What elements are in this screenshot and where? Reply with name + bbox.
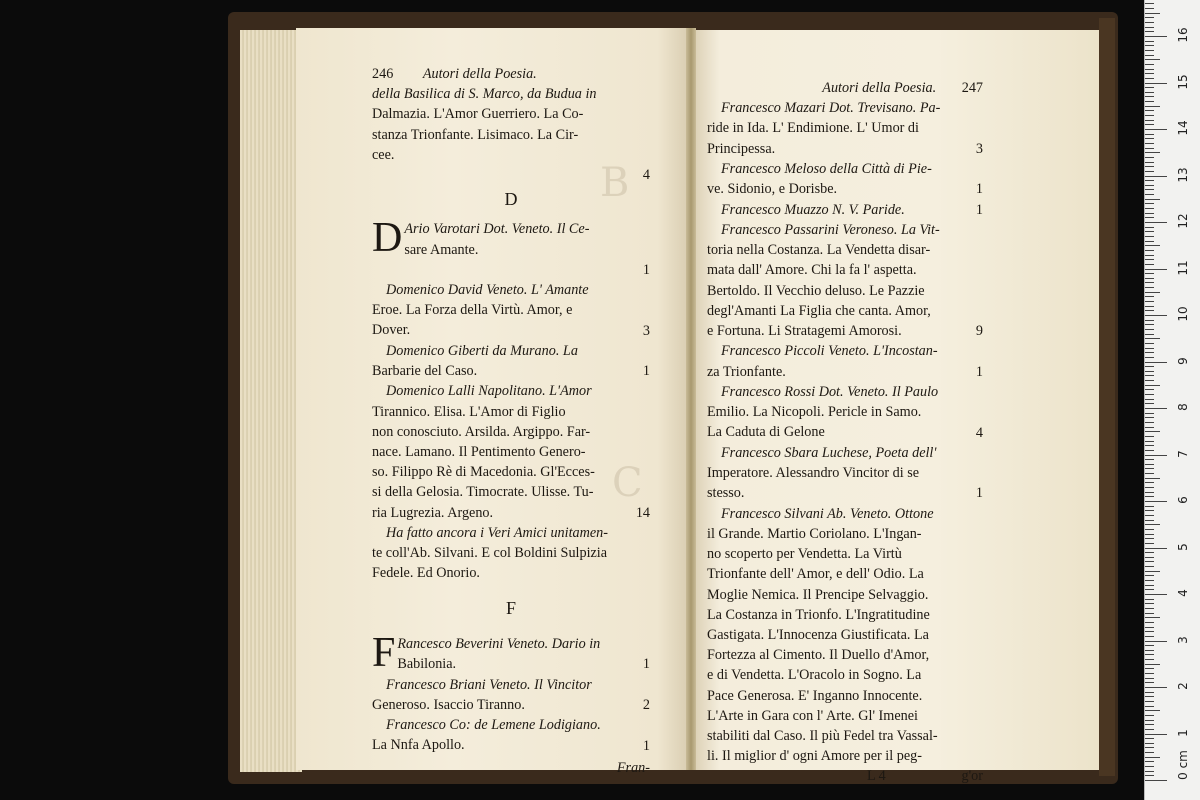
entry bbox=[707, 382, 983, 443]
ruler-tick bbox=[1145, 524, 1160, 525]
text-line: Moglie Nemica. Il Prencipe Selvaggio. bbox=[707, 586, 929, 603]
ruler-tick bbox=[1145, 645, 1154, 646]
ruler-tick bbox=[1145, 608, 1154, 609]
book-board-right bbox=[1099, 18, 1115, 776]
ruler-tick bbox=[1145, 87, 1154, 88]
entry bbox=[707, 504, 983, 767]
page-footer bbox=[707, 766, 983, 786]
ruler-tick bbox=[1145, 668, 1154, 669]
ruler-label: 2 bbox=[1176, 682, 1190, 690]
text-line: so. Filippo Rè di Macedonia. Gl'Ecces- bbox=[372, 464, 595, 481]
entry bbox=[707, 159, 983, 200]
text-line: L'Arte in Gara con l' Arte. Gl' Imenei bbox=[707, 707, 918, 724]
ruler-tick bbox=[1145, 31, 1154, 32]
ruler-tick bbox=[1145, 408, 1167, 409]
ruler-label: 11 bbox=[1176, 259, 1190, 276]
ruler-label: 15 bbox=[1176, 73, 1190, 90]
ruler-tick bbox=[1145, 134, 1154, 135]
ruler-tick bbox=[1145, 199, 1160, 200]
text-line: Domenico David Veneto. L' Amante bbox=[386, 282, 589, 299]
ruler-tick bbox=[1145, 115, 1154, 116]
right-entries bbox=[707, 98, 983, 766]
entry-count: 2 bbox=[642, 696, 650, 713]
ruler-tick bbox=[1145, 41, 1154, 42]
text-line: Dalmazia. L'Amor Guerriero. La Co- bbox=[372, 106, 584, 123]
entry bbox=[707, 341, 983, 382]
ruler-tick bbox=[1145, 338, 1160, 339]
text-line: Eroe. La Forza della Virtù. Amor, e bbox=[372, 302, 573, 319]
ruler-tick bbox=[1145, 171, 1154, 172]
entry-count: 4 bbox=[975, 424, 983, 441]
text-line: La Caduta di Gelone bbox=[707, 424, 825, 441]
text-line: Francesco Meloso della Città di Pie- bbox=[721, 161, 932, 178]
ruler-tick bbox=[1145, 738, 1154, 739]
ruler-tick bbox=[1145, 631, 1154, 632]
ruler-tick bbox=[1145, 92, 1154, 93]
ruler-tick bbox=[1145, 231, 1154, 232]
ruler-tick bbox=[1145, 371, 1154, 372]
ruler-tick bbox=[1145, 417, 1154, 418]
ruler-tick bbox=[1145, 752, 1154, 753]
ruler-tick bbox=[1145, 348, 1154, 349]
ruler-tick bbox=[1145, 96, 1154, 97]
entry-count: 3 bbox=[642, 322, 650, 339]
show-through: C bbox=[612, 460, 643, 506]
ruler-tick bbox=[1145, 213, 1154, 214]
ruler-tick bbox=[1145, 506, 1154, 507]
ruler-tick bbox=[1145, 385, 1160, 386]
text-line: Pace Generosa. E' Inganno Innocente. bbox=[707, 687, 923, 704]
ruler-tick bbox=[1145, 436, 1154, 437]
ruler-tick bbox=[1145, 36, 1167, 37]
ruler-tick bbox=[1145, 366, 1154, 367]
ruler-tick bbox=[1145, 548, 1167, 549]
ruler-tick bbox=[1145, 450, 1154, 451]
ruler-tick bbox=[1145, 375, 1154, 376]
ruler-tick bbox=[1145, 64, 1154, 65]
ruler-tick bbox=[1145, 664, 1160, 665]
text-line: Tirannico. Elisa. L'Amor di Figlio bbox=[372, 403, 566, 420]
ruler-tick bbox=[1145, 59, 1160, 60]
ruler-tick bbox=[1145, 120, 1154, 121]
ruler-tick bbox=[1145, 138, 1154, 139]
entry bbox=[707, 220, 983, 341]
ruler-tick bbox=[1145, 129, 1167, 130]
entry-count: 1 bbox=[975, 485, 983, 502]
entry bbox=[372, 280, 650, 341]
text-line: no scoperto per Vendetta. La Virtù bbox=[707, 546, 902, 563]
ruler-tick bbox=[1145, 352, 1154, 353]
text-line: Barbarie del Caso. bbox=[372, 363, 478, 380]
ruler-tick bbox=[1145, 217, 1154, 218]
ruler-tick bbox=[1145, 552, 1154, 553]
text-line: si della Gelosia. Timocrate. Ulisse. Tu- bbox=[372, 484, 594, 501]
ruler-tick bbox=[1145, 427, 1154, 428]
ruler-label: 8 bbox=[1176, 403, 1190, 411]
right-page-text bbox=[707, 78, 983, 786]
text-line: Babilonia. bbox=[397, 656, 457, 673]
ruler-tick bbox=[1145, 654, 1154, 655]
entry bbox=[372, 523, 650, 584]
text-line: nace. Lamano. Il Pentimento Genero- bbox=[372, 444, 586, 461]
section-heading-d: D bbox=[504, 189, 518, 210]
ruler-tick bbox=[1145, 729, 1154, 730]
right-head-title: Autori della Poesia. bbox=[822, 80, 937, 96]
ruler-tick bbox=[1145, 50, 1154, 51]
ruler-tick bbox=[1145, 101, 1154, 102]
text-line: Dover. bbox=[372, 322, 411, 339]
entry-count: 1 bbox=[642, 656, 650, 673]
ruler-tick bbox=[1145, 627, 1154, 628]
ruler-tick bbox=[1145, 203, 1154, 204]
ruler-tick bbox=[1145, 492, 1154, 493]
ruler-tick bbox=[1145, 617, 1160, 618]
ruler-label: 6 bbox=[1176, 496, 1190, 504]
left-page-number: 246 bbox=[372, 66, 394, 82]
ruler-tick bbox=[1145, 13, 1160, 14]
ruler-tick bbox=[1145, 189, 1154, 190]
ruler-tick bbox=[1145, 678, 1154, 679]
ruler-tick bbox=[1145, 69, 1154, 70]
text-line: Gastigata. L'Innocenza Giustificata. La bbox=[707, 626, 929, 643]
text-line: sare Amante. bbox=[404, 241, 479, 258]
text-line: La Nnfa Apollo. bbox=[372, 737, 465, 754]
text-line: Francesco Sbara Luchese, Poeta dell' bbox=[721, 444, 937, 461]
text-line: Francesco Passarini Veroneso. La Vit- bbox=[721, 222, 940, 239]
ruler-tick bbox=[1145, 580, 1154, 581]
text-line: Ha fatto ancora i Veri Amici unitamen- bbox=[386, 525, 608, 542]
right-page-number: 247 bbox=[961, 80, 983, 96]
ruler-tick bbox=[1145, 501, 1167, 502]
text-line: ride in Ida. L' Endimione. L' Umor di bbox=[707, 120, 919, 137]
ruler-tick bbox=[1145, 324, 1154, 325]
entry-count: 14 bbox=[635, 504, 650, 521]
entry bbox=[707, 200, 983, 220]
ruler-tick bbox=[1145, 622, 1154, 623]
ruler-tick bbox=[1145, 650, 1154, 651]
ruler-label: 14 bbox=[1176, 120, 1190, 136]
ruler-tick bbox=[1145, 575, 1154, 576]
ruler-tick bbox=[1145, 771, 1154, 772]
entry bbox=[372, 715, 650, 756]
text-line: Domenico Lalli Napolitano. L'Amor bbox=[386, 383, 592, 400]
ruler-tick bbox=[1145, 715, 1154, 716]
ruler-tick bbox=[1145, 529, 1154, 530]
ruler-tick bbox=[1145, 455, 1167, 456]
ruler-tick bbox=[1145, 296, 1154, 297]
ruler-tick bbox=[1145, 343, 1154, 344]
ruler-tick bbox=[1145, 245, 1160, 246]
ruler-tick bbox=[1145, 310, 1154, 311]
text-line: Domenico Giberti da Murano. La bbox=[386, 342, 578, 359]
text-line: Francesco Rossi Dot. Veneto. Il Paulo bbox=[721, 384, 939, 401]
ruler-tick bbox=[1145, 413, 1154, 414]
book-gutter bbox=[686, 28, 696, 770]
ruler-tick bbox=[1145, 510, 1154, 511]
ruler-tick bbox=[1145, 8, 1154, 9]
text-line: Trionfante dell' Amor, e dell' Odio. La bbox=[707, 566, 924, 583]
text-line: Fedele. Ed Onorio. bbox=[372, 565, 480, 582]
ruler-tick bbox=[1145, 250, 1154, 251]
measuring-ruler bbox=[1144, 0, 1200, 800]
ruler-tick bbox=[1145, 701, 1154, 702]
ruler-tick bbox=[1145, 534, 1154, 535]
ruler-tick bbox=[1145, 55, 1154, 56]
text-line: ve. Sidonio, e Dorisbe. bbox=[707, 181, 838, 198]
ruler-tick bbox=[1145, 329, 1154, 330]
text-line: stesso. bbox=[707, 485, 745, 502]
dropcap: F bbox=[372, 633, 396, 675]
ruler-tick bbox=[1145, 766, 1154, 767]
ruler-tick bbox=[1145, 692, 1154, 693]
ruler-tick bbox=[1145, 641, 1167, 642]
ruler-tick bbox=[1145, 27, 1154, 28]
ruler-tick bbox=[1145, 706, 1154, 707]
ruler-label: 4 bbox=[1176, 589, 1190, 597]
ruler-tick bbox=[1145, 334, 1154, 335]
ruler-tick bbox=[1145, 278, 1154, 279]
ruler-tick bbox=[1145, 194, 1154, 195]
page-edges bbox=[240, 30, 302, 772]
text-line: te coll'Ab. Silvani. E col Boldini Sulpizia bbox=[372, 545, 608, 562]
ruler-tick bbox=[1145, 659, 1154, 660]
ruler-tick bbox=[1145, 403, 1154, 404]
ruler-tick bbox=[1145, 45, 1154, 46]
ruler-tick bbox=[1145, 496, 1154, 497]
ruler-tick bbox=[1145, 227, 1154, 228]
ruler-label: 9 bbox=[1176, 356, 1190, 365]
ruler-tick bbox=[1145, 594, 1167, 595]
text-line: ria Lugrezia. Argeno. bbox=[372, 504, 494, 521]
ruler-tick bbox=[1145, 775, 1154, 776]
ruler-label: 5 bbox=[1176, 542, 1190, 551]
ruler-tick bbox=[1145, 152, 1160, 153]
ruler-tick bbox=[1145, 73, 1154, 74]
ruler-tick bbox=[1145, 459, 1154, 460]
text-line: cee. bbox=[372, 146, 395, 163]
ruler-tick bbox=[1145, 394, 1154, 395]
ruler-tick bbox=[1145, 682, 1154, 683]
section-heading-f: F bbox=[505, 597, 516, 618]
entry-count: 9 bbox=[975, 323, 983, 340]
text-line: Francesco Piccoli Veneto. L'Incostan- bbox=[721, 343, 938, 360]
ruler-tick bbox=[1145, 673, 1154, 674]
text-line: della Basilica di S. Marco, da Budua in bbox=[372, 86, 597, 103]
text-line: za Trionfante. bbox=[707, 363, 786, 380]
ruler-tick bbox=[1145, 162, 1154, 163]
ruler-tick bbox=[1145, 180, 1154, 181]
text-line: Francesco Mazari Dot. Trevisano. Pa- bbox=[721, 100, 941, 117]
show-through: B bbox=[600, 160, 630, 206]
text-line: Fortezza al Cimento. Il Duello d'Amor, bbox=[707, 647, 930, 664]
ruler-tick bbox=[1145, 78, 1154, 79]
ruler-tick bbox=[1145, 761, 1154, 762]
ruler-tick bbox=[1145, 83, 1167, 84]
text-line: Emilio. La Nicopoli. Pericle in Samo. bbox=[707, 404, 922, 421]
left-page-text bbox=[372, 64, 650, 778]
ruler-tick bbox=[1145, 743, 1154, 744]
ruler-tick bbox=[1145, 264, 1154, 265]
ruler-tick bbox=[1145, 362, 1167, 363]
entry bbox=[372, 219, 650, 280]
ruler-tick bbox=[1145, 613, 1154, 614]
text-line: Generoso. Isaccio Tiranno. bbox=[372, 696, 525, 713]
ruler-label: 3 bbox=[1176, 635, 1190, 644]
text-line: Francesco Co: de Lemene Lodigiano. bbox=[386, 717, 601, 734]
ruler-tick bbox=[1145, 566, 1154, 567]
text-line: e di Vendetta. L'Oracolo in Sogno. La bbox=[707, 667, 922, 684]
ruler-tick bbox=[1145, 185, 1154, 186]
entry-count: 4 bbox=[642, 167, 650, 184]
text-line: stabiliti dal Caso. Il più Fedel tra Vassal- bbox=[707, 727, 938, 744]
ruler-tick bbox=[1145, 468, 1154, 469]
ruler-tick bbox=[1145, 306, 1154, 307]
ruler-tick bbox=[1145, 734, 1167, 735]
ruler-tick bbox=[1145, 636, 1154, 637]
ruler-label: 7 bbox=[1176, 449, 1190, 458]
ruler-tick bbox=[1145, 515, 1154, 516]
ruler-tick bbox=[1145, 724, 1154, 725]
ruler-tick bbox=[1145, 157, 1154, 158]
entry-count: 1 bbox=[975, 201, 983, 218]
text-line: La Costanza in Trionfo. L'Ingratitudine bbox=[707, 606, 930, 623]
text-line: li. Il miglior d' ogni Amore per il peg- bbox=[707, 748, 922, 765]
ruler-tick bbox=[1145, 287, 1154, 288]
ruler-tick bbox=[1145, 431, 1160, 432]
ruler-tick bbox=[1145, 269, 1167, 270]
entry bbox=[372, 675, 650, 716]
ruler-tick bbox=[1145, 557, 1154, 558]
ruler-tick bbox=[1145, 124, 1154, 125]
ruler-tick bbox=[1145, 357, 1154, 358]
ruler-tick bbox=[1145, 399, 1154, 400]
ruler-tick bbox=[1145, 148, 1154, 149]
left-running-head bbox=[372, 64, 650, 84]
ruler-tick bbox=[1145, 482, 1154, 483]
ruler-label: 0 cm bbox=[1176, 750, 1190, 780]
ruler-tick bbox=[1145, 571, 1160, 572]
ruler-label: 12 bbox=[1176, 213, 1190, 229]
text-line: degl'Amanti La Figlia che canta. Amor, bbox=[707, 302, 931, 319]
ruler-tick bbox=[1145, 589, 1154, 590]
entry-count: 1 bbox=[642, 261, 650, 278]
ruler-tick bbox=[1145, 599, 1154, 600]
ruler-tick bbox=[1145, 380, 1154, 381]
ruler-tick bbox=[1145, 757, 1160, 758]
dropcap: D bbox=[372, 219, 403, 262]
ruler-tick bbox=[1145, 603, 1154, 604]
entry bbox=[372, 381, 650, 523]
ruler-tick bbox=[1145, 543, 1154, 544]
text-line: Francesco Briani Veneto. Il Vincitor bbox=[386, 676, 592, 693]
ruler-tick bbox=[1145, 747, 1154, 748]
ruler-tick bbox=[1145, 292, 1160, 293]
ruler-tick bbox=[1145, 422, 1154, 423]
text-line: Imperatore. Alessandro Vincitor di se bbox=[707, 465, 920, 482]
ruler-tick bbox=[1145, 441, 1154, 442]
text-line: Francesco Silvani Ab. Veneto. Ottone bbox=[721, 505, 934, 522]
text-line: stanza Trionfante. Lisimaco. La Cir- bbox=[372, 126, 579, 143]
ruler-tick bbox=[1145, 17, 1154, 18]
entry bbox=[372, 341, 650, 382]
ruler-tick bbox=[1145, 301, 1154, 302]
ruler-tick bbox=[1145, 487, 1154, 488]
ruler-tick bbox=[1145, 320, 1154, 321]
ruler-label: 10 bbox=[1176, 306, 1190, 322]
ruler-label: 1 bbox=[1176, 728, 1190, 737]
entry-count: 1 bbox=[642, 363, 650, 380]
ruler-tick bbox=[1145, 166, 1154, 167]
ruler-tick bbox=[1145, 143, 1154, 144]
ruler-tick bbox=[1145, 538, 1154, 539]
right-running-head bbox=[707, 78, 983, 98]
entry-count: 1 bbox=[975, 363, 983, 380]
ruler-tick bbox=[1145, 696, 1154, 697]
ruler-tick bbox=[1145, 520, 1154, 521]
ruler-tick bbox=[1145, 259, 1154, 260]
text-line: Principessa. bbox=[707, 140, 776, 157]
ruler-tick bbox=[1145, 464, 1154, 465]
ruler-tick bbox=[1145, 478, 1160, 479]
ruler-tick bbox=[1145, 236, 1154, 237]
ruler-tick bbox=[1145, 106, 1160, 107]
ruler-label: 16 bbox=[1176, 27, 1190, 43]
entry-count: 1 bbox=[642, 737, 650, 754]
ruler-tick bbox=[1145, 780, 1167, 781]
signature-mark: L 4 bbox=[867, 768, 886, 785]
ruler-tick bbox=[1145, 208, 1154, 209]
catchword: Fran- bbox=[616, 759, 650, 776]
ruler-tick bbox=[1145, 720, 1154, 721]
ruler-tick bbox=[1145, 22, 1154, 23]
ruler-tick bbox=[1145, 255, 1154, 256]
text-line: non conosciuto. Arsilda. Argippo. Far- bbox=[372, 423, 591, 440]
entry-count: 1 bbox=[975, 181, 983, 198]
text-line: Francesco Muazzo N. V. Paride. bbox=[721, 201, 905, 218]
entry bbox=[707, 443, 983, 504]
ruler-tick bbox=[1145, 687, 1167, 688]
ruler-tick bbox=[1145, 222, 1167, 223]
ruler-tick bbox=[1145, 389, 1154, 390]
ruler-tick bbox=[1145, 282, 1154, 283]
ruler-tick bbox=[1145, 241, 1154, 242]
ruler-tick bbox=[1145, 315, 1167, 316]
ruler-tick bbox=[1145, 473, 1154, 474]
ruler-tick bbox=[1145, 273, 1154, 274]
ruler-tick bbox=[1145, 561, 1154, 562]
ruler-label: 13 bbox=[1176, 166, 1190, 183]
entry-count: 3 bbox=[975, 140, 983, 157]
ruler-tick bbox=[1145, 3, 1154, 4]
ruler-tick bbox=[1145, 445, 1154, 446]
ruler-tick bbox=[1145, 710, 1160, 711]
text-line: toria nella Costanza. La Vendetta disar- bbox=[707, 242, 931, 259]
text-line: Ario Varotari Dot. Veneto. Il Ce- bbox=[404, 221, 590, 238]
catchword: g'or bbox=[961, 768, 983, 785]
left-head-title: Autori della Poesia. bbox=[422, 66, 537, 82]
text-line: mata dall' Amore. Chi la fa l' aspetta. bbox=[707, 262, 917, 279]
text-line: Rancesco Beverini Veneto. Dario in bbox=[397, 635, 601, 652]
text-line: il Grande. Martio Coriolano. L'Ingan- bbox=[707, 525, 922, 542]
ruler-tick bbox=[1145, 110, 1154, 111]
text-line: Bertoldo. Il Vecchio deluso. Le Pazzie bbox=[707, 282, 925, 299]
ruler-tick bbox=[1145, 585, 1154, 586]
text-line: e Fortuna. Li Stratagemi Amorosi. bbox=[707, 323, 902, 340]
entry bbox=[707, 98, 983, 159]
ruler-tick bbox=[1145, 176, 1167, 177]
